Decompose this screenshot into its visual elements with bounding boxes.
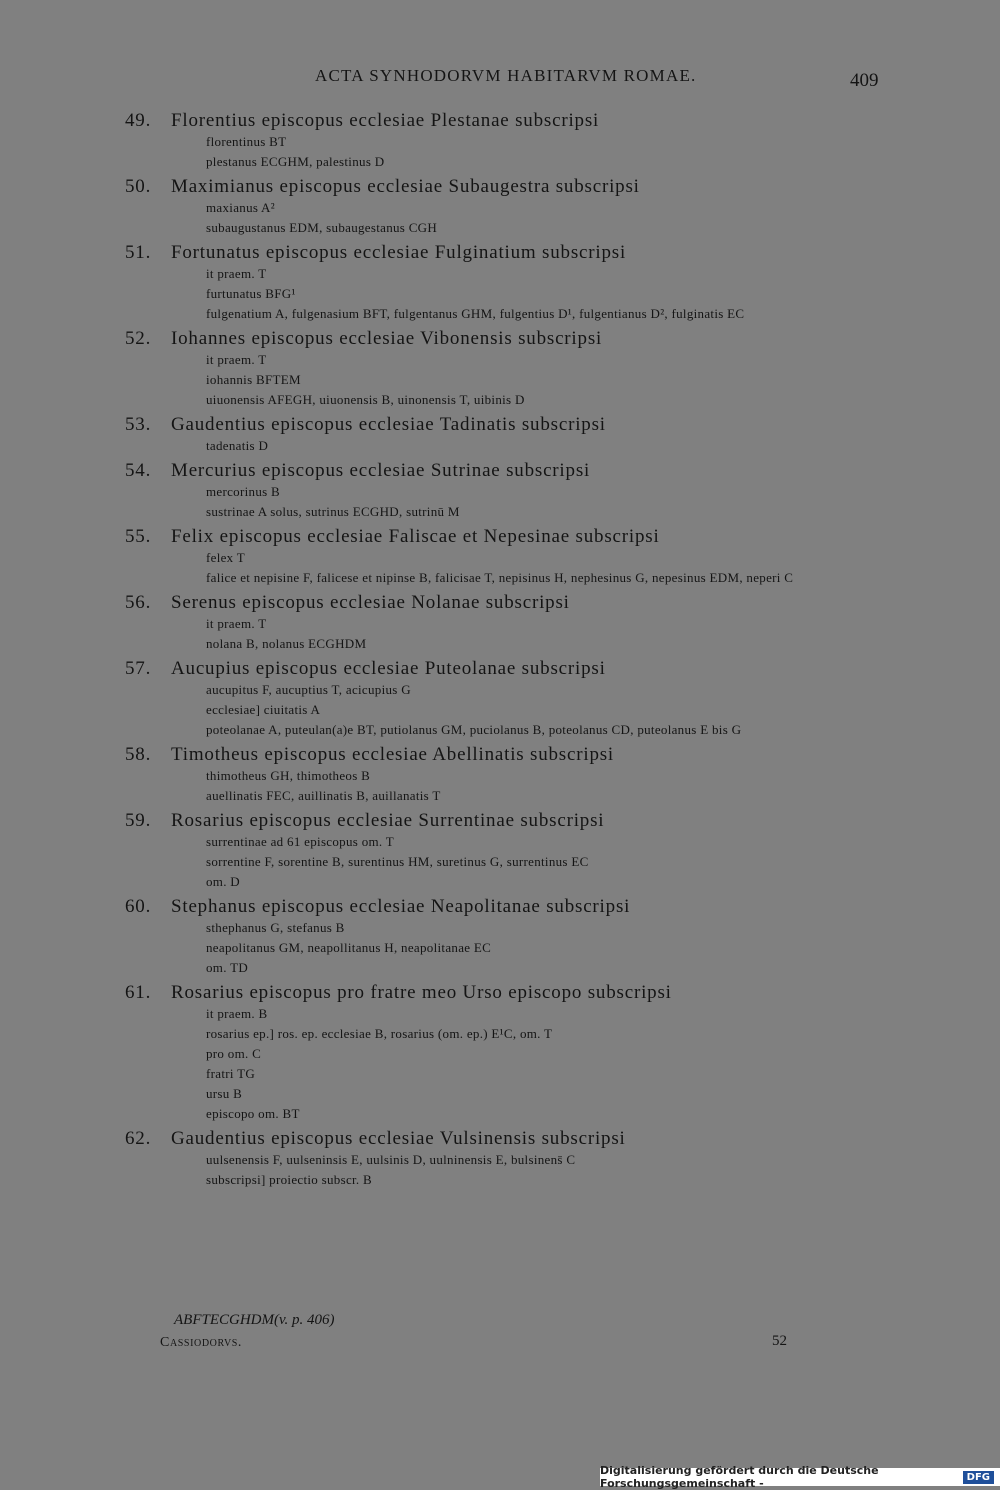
entry-text: Gaudentius episcopus ecclesiae Tadinatis subscripsi xyxy=(171,414,606,435)
entry-number: 58. xyxy=(125,744,152,765)
entry-text: Aucupius episcopus ecclesiae Puteolanae subscripsi xyxy=(171,658,606,679)
variant-reading: pro om. C xyxy=(206,1046,262,1061)
variant-reading: furtunatus BFG¹ xyxy=(206,286,296,301)
variant-reading: episcopo om. BT xyxy=(206,1106,300,1121)
variant-reading: fulgenatium A, fulgenasium BFT, fulgentanus GHM, fulgentius D¹, fulgentianus D², fulginatis EC xyxy=(206,306,745,321)
entry-text: Gaudentius episcopus ecclesiae Vulsinensis subscripsi xyxy=(171,1128,626,1149)
subscription-entry xyxy=(125,109,895,172)
entry-text: Rosarius episcopus pro fratre meo Urso episcopo subscripsi xyxy=(171,982,672,1003)
variant-reading: om. TD xyxy=(206,960,249,975)
variant-reading: florentinus BT xyxy=(206,134,287,149)
entry-heading xyxy=(125,809,895,832)
variant-reading: uulsenensis F, uulseninsis E, uulsinis D, uulninensis E, bulsinens̄ C xyxy=(206,1152,576,1167)
entry-text: Iohannes episcopus ecclesiae Vibonensis subscripsi xyxy=(171,328,603,349)
subscription-list xyxy=(125,109,895,1193)
entry-text: Rosarius episcopus ecclesiae Surrentinae subscripsi xyxy=(171,810,605,831)
variant-reading: om. D xyxy=(206,874,240,889)
variant-reading: aucupitus F, aucuptius T, acicupius G xyxy=(206,682,411,697)
entry-heading xyxy=(125,743,895,766)
entry-text: Fortunatus episcopus ecclesiae Fulginatium subscripsi xyxy=(171,242,627,263)
entry-text: Mercurius episcopus ecclesiae Sutrinae subscripsi xyxy=(171,460,591,481)
variant-reading: ursu B xyxy=(206,1086,243,1101)
variant-reading: plestanus ECGHM, palestinus D xyxy=(206,154,385,169)
subscription-entry xyxy=(125,1127,895,1190)
entry-heading xyxy=(125,981,895,1004)
entry-number: 50. xyxy=(125,176,152,197)
entry-heading xyxy=(125,327,895,350)
variant-reading: neapolitanus GM, neapollitanus H, neapolitanae EC xyxy=(206,940,492,955)
variant-reading: maxianus A² xyxy=(206,200,275,215)
entry-heading xyxy=(125,413,895,436)
variant-reading: it praem. T xyxy=(206,352,267,367)
entry-heading xyxy=(125,1127,895,1150)
manuscript-sigla: ABFTECGHDM(v. p. 406) xyxy=(174,1312,335,1328)
variant-reading: felex T xyxy=(206,550,246,565)
entry-heading xyxy=(125,895,895,918)
variant-reading: ecclesiae] ciuitatis A xyxy=(206,702,321,717)
subscription-entry xyxy=(125,809,895,892)
dfg-logo: DFG xyxy=(963,1471,994,1484)
variant-reading: sorrentine F, sorentine B, surentinus HM, suretinus G, surrentinus EC xyxy=(206,854,589,869)
entry-number: 59. xyxy=(125,810,152,831)
entry-number: 52. xyxy=(125,328,152,349)
variant-reading: falice et nepisine F, falicese et nipinse B, falicisae T, nepisinus H, nephesinus G, nepesinus EDM, neperi C xyxy=(206,570,794,585)
variant-reading: nolana B, nolanus ECGHDM xyxy=(206,636,367,651)
author-signature: Cassiodorvs. xyxy=(160,1335,243,1350)
entry-number: 61. xyxy=(125,982,152,1003)
entry-heading xyxy=(125,459,895,482)
entry-text: Serenus episcopus ecclesiae Nolanae subscripsi xyxy=(171,592,570,613)
entry-text: Maximianus episcopus ecclesiae Subaugestra subscripsi xyxy=(171,176,640,197)
subscription-entry xyxy=(125,459,895,522)
entry-heading xyxy=(125,175,895,198)
entry-heading xyxy=(125,109,895,132)
entry-number: 51. xyxy=(125,242,152,263)
subscription-entry xyxy=(125,657,895,740)
variant-reading: rosarius ep.] ros. ep. ecclesiae B, rosarius (om. ep.) E¹C, om. T xyxy=(206,1026,553,1041)
digitization-credit-bar xyxy=(600,1464,1000,1490)
variant-reading: tadenatis D xyxy=(206,438,269,453)
entry-text: Florentius episcopus ecclesiae Plestanae subscripsi xyxy=(171,110,600,131)
entry-number: 56. xyxy=(125,592,152,613)
subscription-entry xyxy=(125,981,895,1124)
variant-reading: auellinatis FEC, auillinatis B, auillanatis T xyxy=(206,788,441,803)
variant-reading: it praem. B xyxy=(206,1006,268,1021)
variant-reading: thimotheus GH, thimotheos B xyxy=(206,768,371,783)
subscription-entry xyxy=(125,175,895,238)
variant-reading: uiuonensis AFEGH, uiuonensis B, uinonensis T, uibinis D xyxy=(206,392,525,407)
entry-number: 55. xyxy=(125,526,152,547)
entry-number: 57. xyxy=(125,658,152,679)
variant-reading: fratri TG xyxy=(206,1066,256,1081)
entry-heading xyxy=(125,591,895,614)
entry-text: Timotheus episcopus ecclesiae Abellinatis subscripsi xyxy=(171,744,615,765)
entry-number: 49. xyxy=(125,110,152,131)
running-title: ACTA SYNHODORVM HABITARVM ROMAE. xyxy=(315,66,697,85)
variant-reading: it praem. T xyxy=(206,266,267,281)
entry-number: 53. xyxy=(125,414,152,435)
subscription-entry xyxy=(125,895,895,978)
entry-number: 62. xyxy=(125,1128,152,1149)
page-number: 409 xyxy=(850,70,879,91)
variant-reading: surrentinae ad 61 episcopus om. T xyxy=(206,834,395,849)
entry-heading xyxy=(125,525,895,548)
variant-reading: sustrinae A solus, sutrinus ECGHD, sutrinū M xyxy=(206,504,460,519)
variant-reading: iohannis BFTEM xyxy=(206,372,301,387)
entry-heading xyxy=(125,657,895,680)
subscription-entry xyxy=(125,327,895,410)
entry-text: Felix episcopus ecclesiae Faliscae et Nepesinae subscripsi xyxy=(171,526,660,547)
variant-reading: sthephanus G, stefanus B xyxy=(206,920,345,935)
credit-text: Digitalisierung gefördert durch die Deutsche Forschungsgemeinschaft - xyxy=(600,1464,879,1490)
variant-reading: poteolanae A, puteulan(a)e BT, putiolanus GM, puciolanus B, poteolanus CD, puteolanus E bis G xyxy=(206,722,742,737)
subscription-entry xyxy=(125,241,895,324)
entry-text: Stephanus episcopus ecclesiae Neapolitanae subscripsi xyxy=(171,896,631,917)
entry-number: 60. xyxy=(125,896,152,917)
subscription-entry xyxy=(125,591,895,654)
variant-reading: it praem. T xyxy=(206,616,267,631)
entry-heading xyxy=(125,241,895,264)
subscription-entry xyxy=(125,525,895,588)
subscription-entry xyxy=(125,743,895,806)
variant-reading: mercorinus B xyxy=(206,484,281,499)
entry-number: 54. xyxy=(125,460,152,481)
variant-reading: subscripsi] proiectio subscr. B xyxy=(206,1172,373,1187)
sheet-number: 52 xyxy=(772,1333,787,1349)
variant-reading: subaugustanus EDM, subaugestanus CGH xyxy=(206,220,438,235)
subscription-entry xyxy=(125,413,895,456)
